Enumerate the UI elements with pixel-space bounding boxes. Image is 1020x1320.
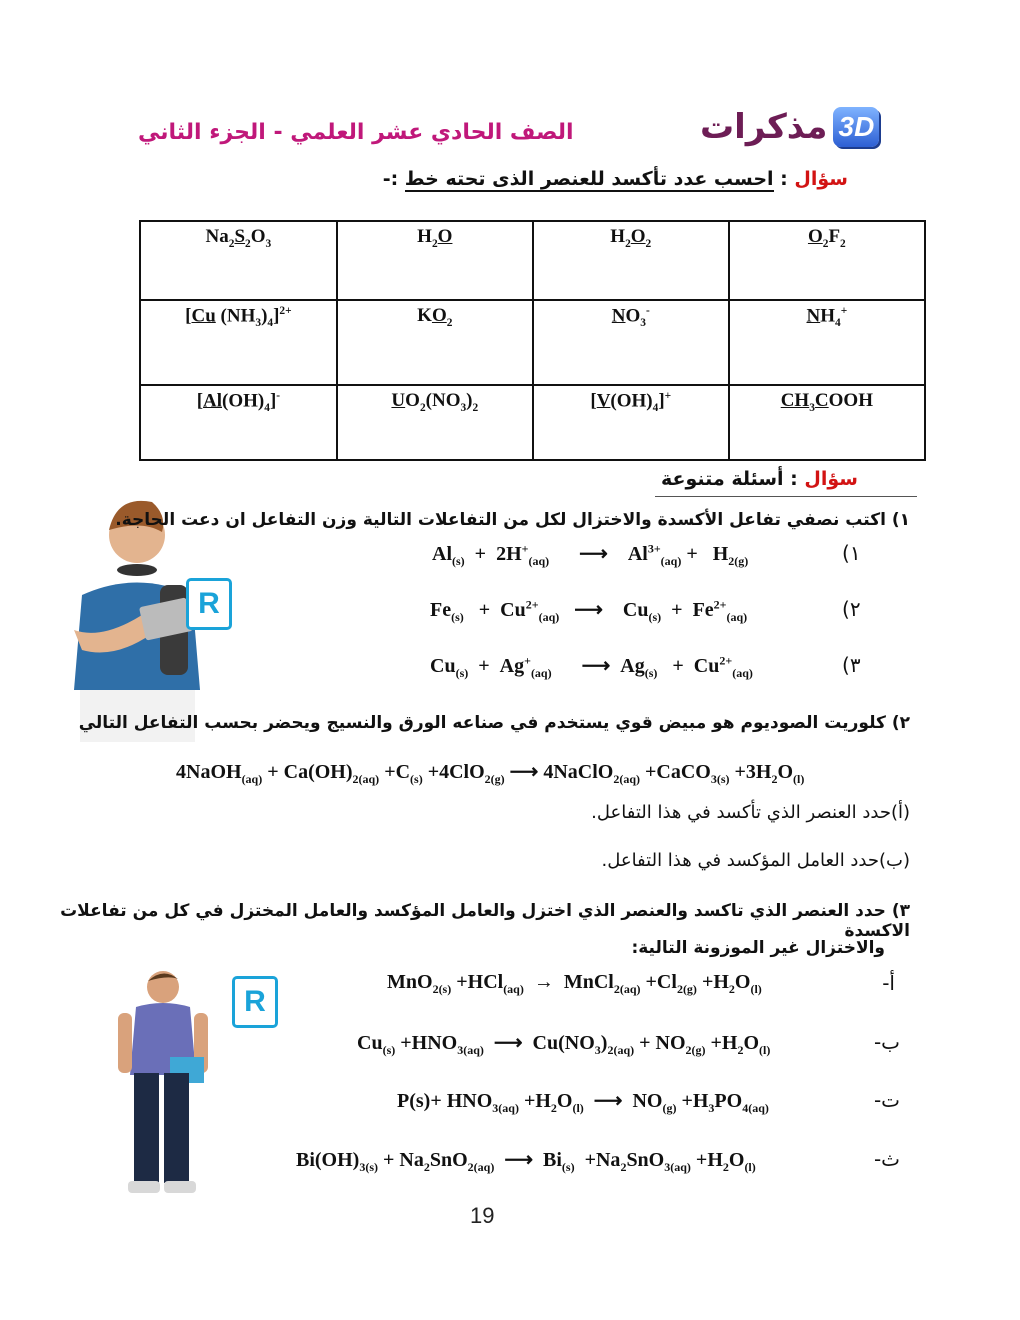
equation-3-a: MnO$_{2(s)}$ +HCl$_{(aq)}$ → MnCl$_{2(aq)}$ $+Cl_{2(g)} +H_2O_{(l)}$ bbox=[387, 971, 762, 996]
equation-1-3: $Cu_{(s)} + Ag^+_{(aq)}$ ⟶ $Ag_{(s)} + Cu^{2+}_{(aq)}$ bbox=[430, 653, 753, 680]
question-1-tail: :- bbox=[382, 168, 405, 190]
question-label: سؤال bbox=[794, 168, 848, 190]
formula-cell: $KO_2$ bbox=[337, 300, 533, 385]
question-label: سؤال bbox=[804, 468, 858, 490]
question-1-text: احسب عدد تأكسد للعنصر الذى تحته خط bbox=[404, 168, 774, 190]
formula-cell: $H_2O_2$ bbox=[533, 221, 729, 300]
equation-3-b-label: ب- bbox=[873, 1030, 900, 1054]
item-3-text-line-1: ٣) حدد العنصر الذي تاكسد والعنصر الذي اختزل والعامل المؤكسد والعامل المختزل في كل من تفاعلات الاكسدة bbox=[60, 901, 910, 941]
equation-1-1: $Al_{(s)} + 2H^+_{(aq)}$ ⟶ $Al^{3+}_{(aq)} + H_{2(g)}$ bbox=[432, 541, 749, 568]
formula-cell: $O_2F_2$ bbox=[729, 221, 925, 300]
formula-cell: $Na_2S_2O_3$ bbox=[140, 221, 337, 300]
equation-3-d: $Bi(OH)_{3(s)} + Na_2SnO_{2(aq)}$ ⟶ $Bi_{(s)} +Na_2SnO_{3(aq)} +H_2O_{(l)}$ bbox=[296, 1149, 756, 1174]
formula-cell: $H_2O$ bbox=[337, 221, 533, 300]
equation-3-b: $Cu_{(s)} +HNO_{3(aq)}$ ⟶ $Cu(NO_3)_{2(aq)} + NO_{2(g)} +H_2O_{(l)}$ bbox=[357, 1032, 771, 1057]
brand-name: مذكرات bbox=[700, 107, 828, 147]
heading-divider bbox=[655, 496, 917, 497]
qr-code-icon: R bbox=[232, 976, 278, 1028]
equation-1-2: $Fe_{(s)} + Cu^{2+}_{(aq)}$ ⟶ $Cu_{(s)} + Fe^{2+}_{(aq)}$ bbox=[430, 597, 748, 624]
equation-1-1-number: (١ bbox=[842, 541, 861, 565]
formula-table bbox=[139, 220, 926, 461]
question-sep: : bbox=[773, 168, 795, 190]
equation-2: 4NaOH$_{(aq)}$ + $Ca(OH)_{2(aq)} +C_{(s)} +4ClO_{2(g)}$ ⟶ 4NaClO$_{2(aq)}$ +CaCO$_{3(s)}$ $+3H_2O_{(l)}$ bbox=[176, 761, 805, 786]
formula-cell: $NO_3^-$ bbox=[533, 300, 729, 385]
equation-3-c-label: ت- bbox=[873, 1088, 900, 1112]
brand-3d-badge: 3D bbox=[833, 107, 879, 147]
page-number: 19 bbox=[470, 1203, 495, 1228]
brand-logo bbox=[700, 102, 879, 152]
item-2-part-a: (أ)حدد العنصر الذي تأكسد في هذا التفاعل. bbox=[591, 802, 910, 823]
item-2-part-b: (ب)حدد العامل المؤكسد في هذا التفاعل. bbox=[601, 850, 910, 871]
question-2-heading bbox=[661, 468, 858, 490]
formula-cell: $[Al(OH)_4]^-$ bbox=[140, 385, 337, 460]
equation-1-2-number: (٢ bbox=[842, 597, 861, 621]
student-illustration bbox=[108, 965, 218, 1200]
grade-title: الصف الحادي عشر العلمي - الجزء الثاني bbox=[138, 120, 574, 145]
item-3-text-line-2: والاختزال غير الموزونة التالية: bbox=[631, 938, 885, 958]
question-sep: : bbox=[783, 468, 805, 490]
formula-cell: $CH_3COOH$ bbox=[729, 385, 925, 460]
equation-3-d-label: ث- bbox=[873, 1147, 900, 1171]
qr-code-icon: R bbox=[186, 578, 232, 630]
equation-1-3-number: (٣ bbox=[842, 653, 861, 677]
question-1-heading bbox=[383, 168, 848, 190]
question-2-text: أسئلة متنوعة bbox=[661, 468, 784, 490]
formula-cell: $[V(OH)_4]^+$ bbox=[533, 385, 729, 460]
equation-3-a-label: أ- bbox=[882, 971, 895, 995]
formula-cell: $UO_2(NO_3)_2$ bbox=[337, 385, 533, 460]
equation-3-c: $P(s)+ HNO_{3(aq)} +H_2O_{(l)}$ ⟶ $NO_{(g)} +H_3PO_{4(aq)}$ bbox=[397, 1090, 769, 1115]
item-1-text: ١) اكتب نصفي تفاعل الأكسدة والاختزال لكل من التفاعلات التالية وزن التفاعل ان دعت الحاجة. bbox=[115, 510, 910, 530]
formula-cell: $NH_4^+$ bbox=[729, 300, 925, 385]
item-2-text: ٢) كلوريت الصوديوم هو مبيض قوي يستخدم في صناعه الورق والنسيج ويحضر بحسب التفاعل التالي bbox=[78, 713, 910, 733]
formula-cell: [Cu $(NH_3)_4]^{2+}$ bbox=[140, 300, 337, 385]
